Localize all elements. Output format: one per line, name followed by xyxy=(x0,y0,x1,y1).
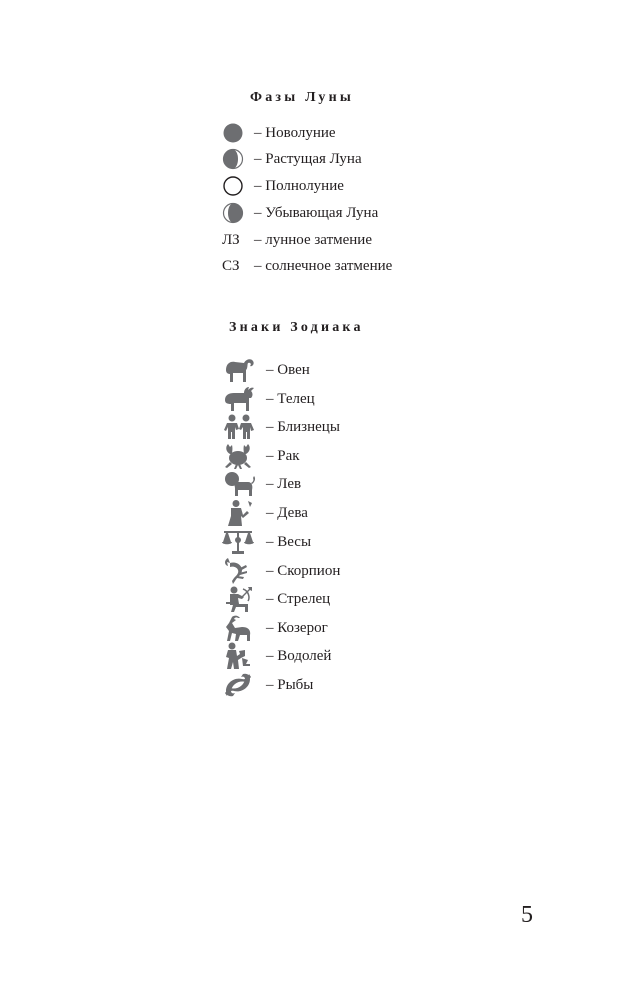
pisces-icon xyxy=(222,671,258,699)
page-number: 5 xyxy=(521,902,533,928)
legend-item-cancer xyxy=(222,443,300,469)
legend-label: – Весы xyxy=(266,533,312,550)
legend-label: – Скорпион xyxy=(266,562,341,579)
gemini-icon xyxy=(222,413,258,441)
waning-moon-icon xyxy=(222,202,244,224)
legend-label: – Убывающая Луна xyxy=(254,204,379,221)
legend-item-virgo xyxy=(222,500,308,526)
zodiac-signs-title: Знаки Зодиака xyxy=(229,320,364,335)
legend-item-waning-moon xyxy=(222,200,378,226)
lunar-eclipse-abbr: ЛЗ xyxy=(222,231,240,248)
new-moon-icon xyxy=(222,122,244,144)
legend-item-pisces xyxy=(222,672,313,698)
legend-label: – солнечное затмение xyxy=(254,257,393,274)
aquarius-icon xyxy=(222,642,258,670)
legend-label: – лунное затмение xyxy=(254,231,372,248)
legend-label: – Дева xyxy=(266,504,308,521)
legend-label: – Рыбы xyxy=(266,676,314,693)
leo-icon xyxy=(222,470,258,498)
virgo-icon xyxy=(222,499,258,527)
legend-item-new-moon xyxy=(222,120,336,146)
legend-item-taurus xyxy=(222,386,315,412)
sagittarius-icon xyxy=(222,585,258,613)
legend-item-leo xyxy=(222,471,301,497)
aries-icon xyxy=(222,356,258,384)
legend-item-solar-eclipse xyxy=(222,253,392,279)
waxing-moon-icon xyxy=(222,148,244,170)
legend-item-aries xyxy=(222,357,310,383)
legend-label: – Лев xyxy=(266,475,302,492)
taurus-icon xyxy=(222,385,258,413)
legend-item-full-moon xyxy=(222,173,344,199)
solar-eclipse-abbr: СЗ xyxy=(222,257,240,274)
legend-label: – Растущая Луна xyxy=(254,150,362,167)
legend-label: – Козерог xyxy=(266,619,328,636)
legend-item-libra xyxy=(222,529,311,555)
legend-label: – Водолей xyxy=(266,647,332,664)
legend-item-waxing-moon xyxy=(222,146,362,172)
legend-item-capricorn xyxy=(222,615,328,641)
cancer-icon xyxy=(222,442,258,470)
legend-label: – Овен xyxy=(266,361,310,378)
legend-label: – Рак xyxy=(266,447,300,464)
scorpio-icon xyxy=(222,557,258,585)
legend-label: – Стрелец xyxy=(266,590,331,607)
legend-label: – Новолуние xyxy=(254,124,336,141)
legend-item-scorpio xyxy=(222,558,340,584)
moon-phases-title: Фазы Луны xyxy=(250,90,354,105)
legend-label: – Полнолуние xyxy=(254,177,344,194)
legend-label: – Близнецы xyxy=(266,418,340,435)
legend-item-gemini xyxy=(222,414,340,440)
legend-item-aquarius xyxy=(222,643,331,669)
legend-item-sagittarius xyxy=(222,586,330,612)
libra-icon xyxy=(222,528,258,556)
legend-item-lunar-eclipse xyxy=(222,227,372,253)
legend-label: – Телец xyxy=(266,390,315,407)
full-moon-icon xyxy=(222,175,244,197)
capricorn-icon xyxy=(222,614,258,642)
